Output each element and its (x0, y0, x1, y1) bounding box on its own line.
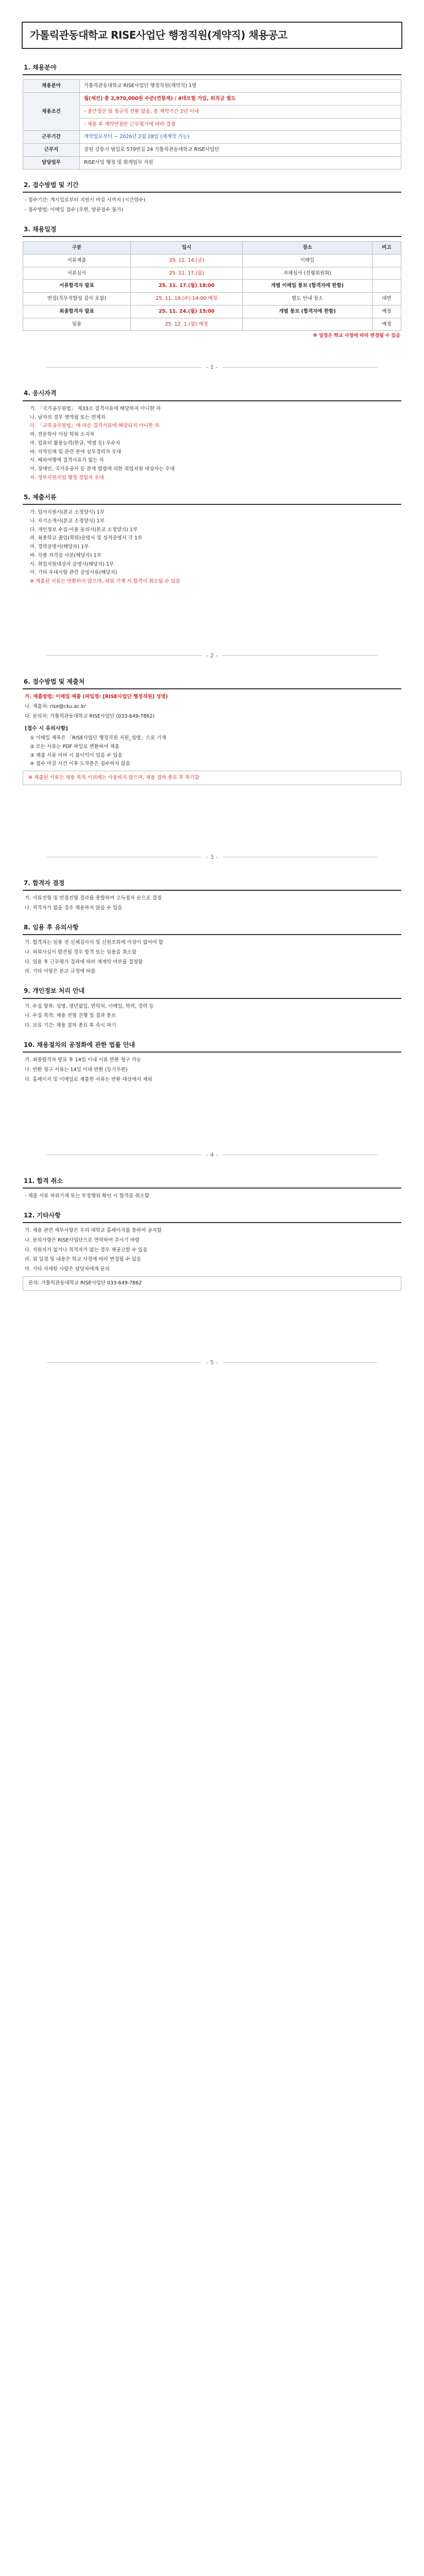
row-label: 채용분야 (23, 80, 80, 93)
notice-box: ※ 제출된 서류는 채용 목적 이외에는 사용하지 않으며, 채용 절차 종료 후 파기함 (23, 771, 401, 785)
list (23, 509, 401, 585)
section-8 (23, 921, 401, 975)
list-item: 나. 남자의 경우 병역필 또는 면제자 (30, 414, 106, 420)
list-item: 사. 해외여행에 결격사유가 없는 자 (30, 457, 104, 464)
text-line: 다. 지원자가 없거나 적격자가 없는 경우 재공고할 수 있음 (25, 1247, 148, 1253)
list-item: ① 이메일 제목은 「RISE사업단 행정직원 지원_성명」으로 기재 (30, 735, 166, 741)
section-title: 11. 합격 취소 (23, 1175, 401, 1189)
section-3 (23, 223, 401, 340)
text-line: 나. 문의사항은 RISE사업단으로 연락하여 주시기 바람 (25, 1237, 140, 1243)
row-value: 월(세전) 총 2,970,000원 수준(연봉제) / 4대보험 가입, 퇴직금 별도 (80, 93, 401, 106)
list-item: 가. 「국가공무원법」 제33조 결격사유에 해당하지 아니한 자 (30, 405, 161, 412)
section-12 (23, 1209, 401, 1291)
section-title: 3. 채용일정 (23, 223, 401, 237)
list-item: 마. 경력증명서(해당자) 1부 (30, 544, 89, 550)
table-row: 임용 25. 12. 1.(월) 예정 예정 (23, 318, 401, 331)
table-row: 서류제출 25. 11. 14.(금) 이메일 (23, 254, 401, 267)
text-line: - 접수기간: 게시일로부터 지원서 마감 시까지 (시간엄수) (25, 197, 146, 204)
list-item: 마. 컴퓨터 활용능력(한글, 엑셀 등) 우수자 (30, 440, 121, 446)
text-line: 나. 제출처: rise@cku.ac.kr (25, 704, 86, 710)
page-divider: - 1 - (20, 363, 404, 371)
list (23, 735, 401, 768)
table-row: 서류합격자 발표 25. 11. 17.(월) 18:00 개별 이메일 통보 (합격자에 한함) (23, 280, 401, 293)
section-title: 8. 임용 후 유의사항 (23, 921, 401, 935)
row-label: 담당업무 (23, 156, 80, 169)
list-item: 가. 입사지원서(본교 소정양식) 1부 (30, 510, 105, 516)
list-item: ※ 제출된 서류는 반환하지 않으며, 허위 기재 시 합격이 취소될 수 있음 (30, 579, 180, 585)
list-item: 나. 자기소개서(본교 소정양식) 1부 (30, 518, 105, 524)
text-line: 나. 반환 청구 서류는 14일 이내 반환 (등기우편) (25, 1067, 128, 1073)
text-line: 가. 제출방법: 이메일 제출 (파일명: [RISE사업단 행정직원] 성명) (25, 694, 168, 700)
list-item: 라. 최종학교 졸업(학위)증명서 및 성적증명서 각 1부 (30, 535, 143, 541)
section-4 (23, 387, 401, 481)
text-line: 가. 합격자는 임용 전 신체검사서 및 신원조회에 이상이 없어야 함 (25, 940, 163, 946)
section-6 (23, 675, 401, 785)
row-value: RISE사업 행정 및 회계업무 지원 (80, 156, 401, 169)
section-11 (23, 1175, 401, 1200)
text-line: 다. 문의처: 가톨릭관동대학교 RISE사업단 (033-649-7862) (25, 713, 155, 719)
list (23, 405, 401, 482)
table-header: 구분 (23, 242, 131, 255)
section-9 (23, 985, 401, 1029)
text-line: 가. 수집 항목: 성명, 생년월일, 연락처, 이메일, 학력, 경력 등 (25, 1003, 154, 1009)
text-line: 라. 위 일정 및 내용은 학교 사정에 따라 변경될 수 있음 (25, 1257, 141, 1263)
list-item: 아. 기타 우대사항 관련 증빙서류(해당자) (30, 570, 117, 576)
row-value: - 중간정산 및 정규직 전환 없음, 총 계약기간 2년 이내 (80, 105, 401, 118)
row-label: 채용조건 (23, 93, 80, 131)
row-value: 가톨릭관동대학교 RISE사업단 행정직원(계약직) 1명 (80, 80, 401, 93)
section-title: 9. 개인정보 처리 안내 (23, 985, 401, 998)
text-line: 다. 보유 기간: 채용 절차 종료 후 즉시 파기 (25, 1023, 116, 1029)
page-divider: - 5 - (20, 1359, 404, 1367)
text-line: 다. 임용 후 근무평가 결과에 따라 재계약 여부를 결정함 (25, 959, 143, 965)
section-2 (23, 179, 401, 214)
row-label: 근무기간 (23, 131, 80, 144)
text-line: 나. 허위사실이 발견될 경우 합격 또는 임용을 취소함 (25, 949, 137, 955)
row-label: 근무지 (23, 144, 80, 157)
page-title: 가톨릭관동대학교 RISE사업단 행정직원(계약직) 채용공고 (22, 22, 402, 49)
section-title: 6. 접수방법 및 제출처 (23, 675, 401, 689)
page-divider: - 4 - (20, 1151, 404, 1159)
section-7 (23, 877, 401, 912)
section-5 (23, 491, 401, 585)
row-value: - 채용 후 계약연장은 근무평가에 따라 결정 (80, 118, 401, 131)
table-header: 장소 (243, 242, 372, 255)
page-divider: - 2 - (20, 652, 404, 660)
list-item: ② 모든 서류는 PDF 파일로 변환하여 제출 (30, 743, 120, 750)
text-line: 라. 기타 사항은 본교 규정에 따름 (25, 969, 96, 975)
text-line: 가. 최종합격자 발표 후 14일 이내 서류 반환 청구 가능 (25, 1057, 141, 1063)
list-item: 자. 정부지원사업 행정 경험자 우대 (30, 474, 104, 481)
list-item: ④ 접수 마감 시간 이후 도착분은 접수하지 않음 (30, 761, 130, 767)
list-item: 바. 각종 자격증 사본(해당자) 1부 (30, 552, 101, 558)
text-line: 가. 서류전형 및 면접전형 결과를 종합하여 고득점자 순으로 결정 (25, 895, 162, 902)
section-title: 2. 접수방법 및 기간 (23, 179, 401, 193)
list-item: 아. 장애인, 국가유공자 등 관계 법령에 의한 취업지원 대상자는 우대 (30, 466, 175, 472)
list-item: 사. 취업지원대상자 증명서(해당자) 1부 (30, 561, 114, 567)
text-line: - 접수방법: 이메일 접수 (우편, 방문접수 불가) (25, 207, 124, 213)
row-value: 강원 강릉시 범일로 579번길 24 가톨릭관동대학교 RISE사업단 (80, 144, 401, 157)
list-item: 라. 전문학사 이상 학위 소지자 (30, 432, 95, 438)
table-row: 서류심사 25. 11. 17.(월) 자체심사 (전형위원회) (23, 267, 401, 280)
subheading: [접수 시 유의사항] (25, 725, 68, 732)
text-line: 나. 적격자가 없을 경우 채용하지 않을 수 있음 (25, 905, 123, 911)
row-value: 계약일로부터 ~ 2026년 2월 28일 (재계약 가능) (80, 131, 401, 144)
text-line: 마. 기타 자세한 사항은 담당자에게 문의 (25, 1266, 110, 1273)
text-line: - 제출 서류 허위기재 또는 부정행위 확인 시 합격을 취소함 (25, 1193, 149, 1199)
position-table (23, 79, 401, 169)
list-item: 바. 지역인재 및 관련 분야 실무경력자 우대 (30, 449, 122, 455)
text-line: 나. 수집 목적: 채용 전형 진행 및 결과 통보 (25, 1013, 116, 1019)
section-title: 10. 채용절차의 공정화에 관한 법률 안내 (23, 1039, 401, 1053)
list-item: ③ 제출 서류 미비 시 불이익이 있을 수 있음 (30, 752, 123, 758)
contact-box: 문의: 가톨릭관동대학교 RISE사업단 033-649-7862 (23, 1276, 401, 1291)
table-header: 일시 (130, 242, 242, 255)
text-line: 가. 채용 관련 세부사항은 우리 대학교 홈페이지를 통하여 공지함 (25, 1228, 162, 1234)
table-header: 비고 (372, 242, 401, 255)
table-row: 면접(직무적합성 검사 포함) 25. 11. 19.(수) 14:00 예정 별도 안내 장소 대면 (23, 293, 401, 306)
section-title: 7. 합격자 결정 (23, 877, 401, 891)
section-title: 4. 응시자격 (23, 387, 401, 401)
text-line: 다. 홈페이지 및 이메일로 제출한 서류는 반환 대상에서 제외 (25, 1076, 152, 1082)
list-item: 다. 「교육공무원법」에 따른 결격사유에 해당되지 아니한 자 (30, 423, 160, 429)
table-row: 최종합격자 발표 25. 11. 24.(월) 15:00 개별 통보 (합격자에 한함) 예정 (23, 305, 401, 318)
list-item: 다. 개인정보 수집·이용 동의서(본교 소정양식) 1부 (30, 527, 138, 533)
schedule-table (23, 241, 401, 331)
section-title: 5. 제출서류 (23, 491, 401, 505)
section-title: 1. 채용분야 (23, 61, 401, 75)
section-1 (23, 61, 401, 170)
note: ※ 일정은 학교 사정에 따라 변경될 수 있음 (313, 333, 400, 339)
section-10 (23, 1039, 401, 1083)
section-title: 12. 기타사항 (23, 1209, 401, 1223)
page-divider: - 3 - (20, 853, 404, 861)
